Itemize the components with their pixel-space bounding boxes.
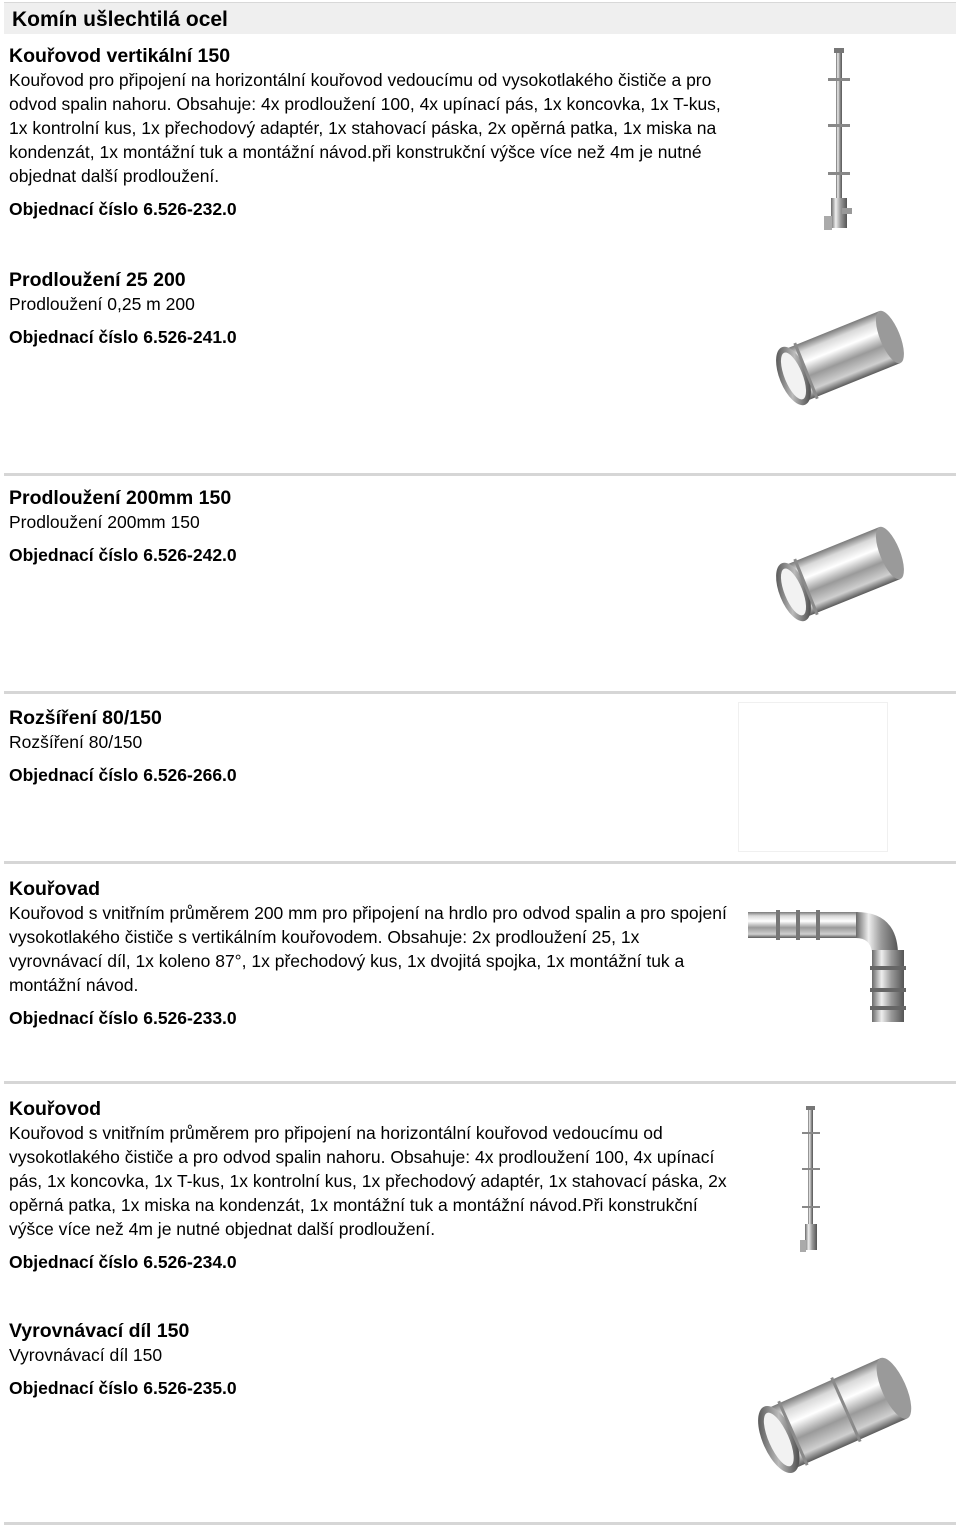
order-number-value: 6.526-242.0 xyxy=(143,545,237,565)
product-title: Kouřovod vertikální 150 xyxy=(9,45,231,67)
order-label: Objednací číslo xyxy=(9,1378,139,1398)
order-number xyxy=(9,763,729,787)
elbow-flue-image xyxy=(746,904,914,1028)
order-number-value: 6.526-233.0 xyxy=(143,1008,237,1028)
product-title: Kouřovad xyxy=(9,878,101,900)
product-item xyxy=(0,256,960,471)
order-number-value: 6.526-234.0 xyxy=(143,1252,237,1272)
pipe-extension-image xyxy=(768,514,908,632)
pipe-extension-image xyxy=(750,1344,918,1486)
product-title: Prodloužení 200mm 150 xyxy=(9,487,232,509)
order-number-value: 6.526-241.0 xyxy=(143,327,237,347)
divider xyxy=(4,1522,956,1525)
order-number-value: 6.526-232.0 xyxy=(143,199,237,219)
order-number-value: 6.526-235.0 xyxy=(143,1378,237,1398)
product-item xyxy=(0,694,960,862)
product-item xyxy=(0,476,960,690)
product-item xyxy=(0,1306,960,1524)
product-description: Kouřovod pro připojení na horizontální kouřovod vedoucímu od vysokotlakého čističe a pro odvod spalin nahoru. Obsahuje: 4x prodloužení 100, 4x upínací pás, 1x koncovka, 1x T-kus, 1x kontrolní kus, 1x přechodový adaptér, 1x stahovací páska, 2x opěrná patka, 1x miska na kondenzát, 1x montážní tuk a montážní návod.při konstrukční výšce více než 4m je nutné objednat další prodloužení. xyxy=(9,70,721,186)
product-description: Vyrovnávací díl 150 xyxy=(9,1345,163,1365)
order-label: Objednací číslo xyxy=(9,1252,139,1272)
order-label: Objednací číslo xyxy=(9,327,139,347)
order-number xyxy=(9,543,729,567)
order-number xyxy=(9,1376,729,1400)
order-number xyxy=(9,325,729,349)
product-title: Vyrovnávací díl 150 xyxy=(9,1320,190,1342)
order-number-value: 6.526-266.0 xyxy=(143,765,237,785)
product-title: Prodloužení 25 200 xyxy=(9,269,186,291)
vertical-flue-pipe-image xyxy=(818,48,860,236)
order-number xyxy=(9,1250,729,1274)
category-header xyxy=(4,2,956,34)
blank-product-image xyxy=(738,702,888,852)
order-label: Objednací číslo xyxy=(9,545,139,565)
order-label: Objednací číslo xyxy=(9,199,139,219)
product-item xyxy=(0,1084,960,1306)
order-label: Objednací číslo xyxy=(9,765,139,785)
pipe-extension-image xyxy=(768,298,908,416)
product-description: Kouřovod s vnitřním průměrem pro připojení na horizontální kouřovod vedoucímu od vysokotlakého čističe a pro odvod spalin nahoru. Obsahuje: 4x prodloužení 100, 4x upínací pás, 1x koncovka, 1x T-kus, 1x kontrolní kus, 1x přechodový adaptér, 1x stahovací páska, 2x opěrná patka, 1x miska na kondenzát, 1x montážní tuk a montážní návod.Při konstrukční výšce více než 4m je nutné objednat další prodloužení. xyxy=(9,1123,727,1239)
product-title: Rozšíření 80/150 xyxy=(9,707,162,729)
vertical-flue-pipe-image xyxy=(796,1106,826,1258)
product-description: Kouřovod s vnitřním průměrem 200 mm pro připojení na hrdlo pro odvod spalin a pro spojení vysokotlakého čističe s vertikálním kouřovodem. Obsahuje: 2x prodloužení 25, 1x vyrovnávací díl, 1x koleno 87°, 1x přechodový kus, 1x dvojitá spojka, 1x montážní tuk a montážní návod. xyxy=(9,903,727,995)
order-label: Objednací číslo xyxy=(9,1008,139,1028)
category-title: Komín ušlechtilá ocel xyxy=(12,8,228,31)
product-description: Prodloužení 200mm 150 xyxy=(9,512,200,532)
product-title: Kouřovod xyxy=(9,1098,102,1120)
product-item xyxy=(0,44,960,249)
product-description: Prodloužení 0,25 m 200 xyxy=(9,294,195,314)
order-number xyxy=(9,197,729,221)
order-number xyxy=(9,1006,729,1030)
product-item xyxy=(0,864,960,1082)
product-description: Rozšíření 80/150 xyxy=(9,732,143,752)
